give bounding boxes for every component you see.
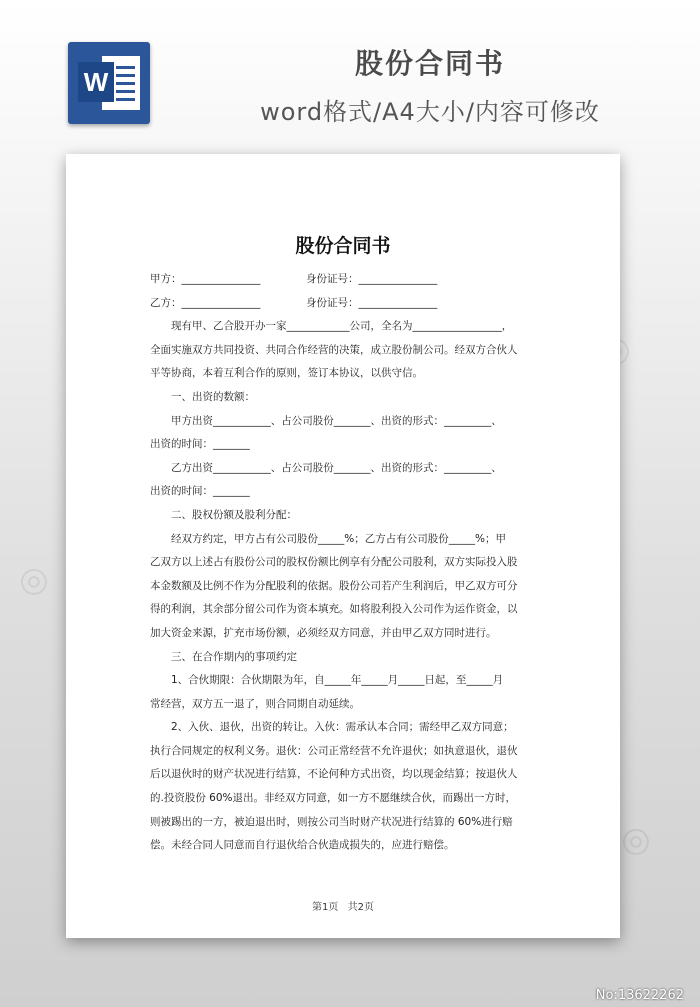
document-line: 经双方约定，甲方占有公司股份_____%；乙方占有公司股份_____%；甲 [171, 532, 506, 545]
party-b-field[interactable]: 乙方：_______________ [150, 296, 261, 309]
page-total: 共2页 [347, 902, 374, 913]
page-number: 第1页 [312, 902, 339, 913]
document-line: 现有甲、乙合股开办一家____________公司，全名为_________________， [171, 320, 513, 333]
document-line: 出资的时间：_______ [150, 485, 250, 498]
document-line: 三、在合作期内的事项约定 [171, 650, 297, 663]
document-line: 偿。未经合同人同意而自行退伙给合伙造成损失的，应进行赔偿。 [150, 839, 455, 852]
word-app-icon [68, 42, 150, 124]
document-title: 股份合同书 [295, 235, 391, 257]
document-line: 1、合伙期限：合伙期限为年，自_____年_____月_____日起，至_____月 [171, 674, 504, 687]
header-subtitle: word格式/A4大小/内容可修改 [260, 98, 600, 126]
document-line: 本金数额及比例不作为分配股利的依据。股份公司若产生利润后，甲乙双方可分 [150, 579, 518, 592]
document-line: 得的利润，其余部分留公司作为资本填充。如将股利投入公司作为运作资金，以 [150, 603, 518, 616]
document-line: 出资的时间：_______ [150, 438, 250, 451]
document-line: 全面实施双方共同投资、共同合作经营的决策，成立股份制公司。经双方合伙人 [150, 343, 518, 356]
watermark: ◎ [611, 815, 658, 865]
document-line: 执行合同规定的权利义务。退伙：公司正常经营不允许退伙；如执意退伙，退伙 [150, 744, 518, 757]
image-id-label: No:13622262 [595, 988, 684, 1003]
document-line: 甲方出资___________、占公司股份_______、出资的形式：_________、 [171, 414, 502, 427]
header-title: 股份合同书 [354, 47, 505, 80]
document-line: 则被踢出的一方，被迫退出时，则按公司当时财产状况进行结算的 60%进行赔 [150, 815, 513, 828]
document-line: 后以退伙时的财产状况进行结算，不论何种方式出资，均以现金结算；按退伙人 [150, 768, 518, 781]
document-line: 常经营，双方五一退了，则合同期自动延续。 [150, 697, 360, 710]
document-line: 的.投资股份 60%退出。非经双方同意，如一方不愿继续合伙，而踢出一方时， [150, 792, 517, 805]
document-line: 加大资金来源，扩充市场份额，必须经双方同意，并由甲乙双方同时进行。 [150, 626, 497, 639]
document-line: 乙双方以上述占有股份公司的股权份额比例享有分配公司股利，双方实际投入股 [150, 556, 518, 569]
party-b-row [150, 292, 550, 316]
document-line: 二、股权份额及股利分配： [171, 508, 297, 521]
body-paragraphs [150, 315, 550, 858]
document-page [66, 154, 620, 938]
document-body [150, 268, 550, 858]
document-line: 平等协商，本着互利合作的原则，签订本协议，以供守信。 [150, 367, 423, 380]
document-line: 2、入伙、退伙，出资的转让。入伙：需承认本合同；需经甲乙双方同意； [171, 721, 514, 734]
word-letter-badge: W [78, 62, 114, 102]
party-a-field[interactable]: 甲方：_______________ [150, 273, 261, 285]
watermark: ◎ [9, 555, 56, 605]
document-line: 一、出资的数额： [171, 390, 255, 403]
document-line: 乙方出资___________、占公司股份_______、出资的形式：_________、 [171, 461, 502, 474]
party-b-id-field[interactable]: 身份证号：_______________ [306, 296, 438, 309]
party-a-row [150, 268, 550, 292]
page-footer [66, 898, 620, 913]
party-a-id-field[interactable]: 身份证号：_______________ [306, 273, 438, 285]
